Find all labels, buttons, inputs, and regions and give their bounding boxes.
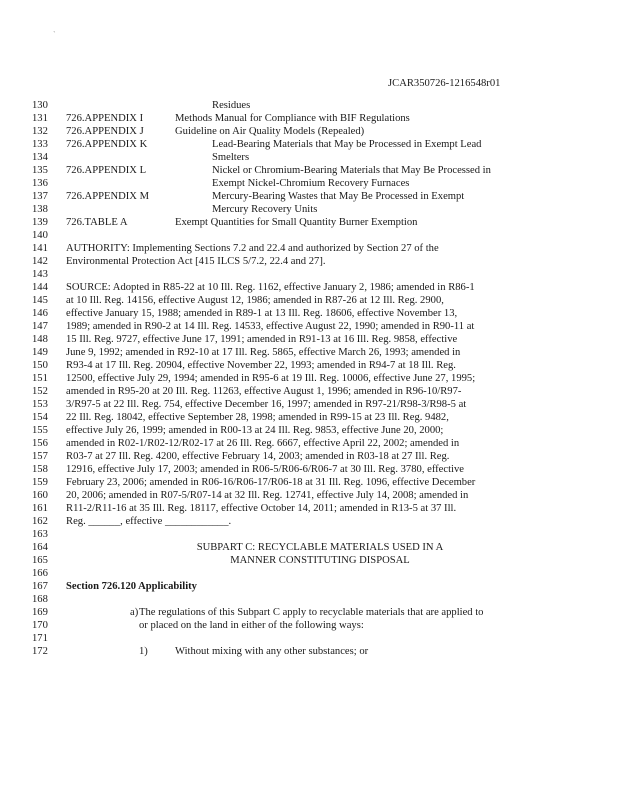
appendix-title: Nickel or Chromium-Bearing Materials that May Be Processed in [212, 165, 491, 176]
line-number: 155 [32, 425, 48, 436]
line-166 [0, 567, 619, 580]
source-text: 22 Ill. Reg. 18042, effective September 28, 1998; amended in R99-15 at 23 Ill. Reg. 9482, [66, 412, 449, 423]
appendix-label: 726.APPENDIX J [66, 126, 144, 137]
line-170 [0, 619, 619, 632]
line-135 [0, 164, 619, 177]
document-id: JCAR350726-1216548r01 [388, 78, 501, 89]
line-number: 138 [32, 204, 48, 215]
appendix-title: Exempt Nickel-Chromium Recovery Furnaces [212, 178, 410, 189]
line-number: 166 [32, 568, 48, 579]
line-number: 137 [32, 191, 48, 202]
line-169 [0, 606, 619, 619]
section-heading: Section 726.120 Applicability [66, 581, 197, 592]
paragraph-text: Without mixing with any other substances; or [175, 646, 369, 657]
line-153 [0, 398, 619, 411]
line-168 [0, 593, 619, 606]
line-161 [0, 502, 619, 515]
line-number: 163 [32, 529, 48, 540]
line-151 [0, 372, 619, 385]
line-146 [0, 307, 619, 320]
line-number: 167 [32, 581, 48, 592]
line-144 [0, 281, 619, 294]
line-130 [0, 99, 619, 112]
line-152 [0, 385, 619, 398]
line-number: 149 [32, 347, 48, 358]
line-150 [0, 359, 619, 372]
source-text: 12500, effective July 29, 1994; amended in R95-6 at 19 Ill. Reg. 10006, effective June 27, 1995; [66, 373, 476, 384]
line-number: 159 [32, 477, 48, 488]
line-number: 146 [32, 308, 48, 319]
line-137 [0, 190, 619, 203]
appendix-label: 726.TABLE A [66, 217, 128, 228]
line-number: 148 [32, 334, 48, 345]
line-number: 172 [32, 646, 48, 657]
line-number: 143 [32, 269, 48, 280]
line-162 [0, 515, 619, 528]
line-157 [0, 450, 619, 463]
line-145 [0, 294, 619, 307]
line-number: 147 [32, 321, 48, 332]
line-149 [0, 346, 619, 359]
line-number: 160 [32, 490, 48, 501]
line-143 [0, 268, 619, 281]
line-167 [0, 580, 619, 593]
line-156 [0, 437, 619, 450]
appendix-title: Guideline on Air Quality Models (Repealed) [175, 126, 365, 137]
line-number: 145 [32, 295, 48, 306]
appendix-title: Mercury-Bearing Wastes that May Be Processed in Exempt [212, 191, 465, 202]
source-text: June 9, 1992; amended in R92-10 at 17 Ill. Reg. 5865, effective March 26, 1993; amended in [66, 347, 461, 358]
line-134 [0, 151, 619, 164]
line-number: 164 [32, 542, 48, 553]
paragraph-label: 1) [139, 646, 148, 657]
appendix-title: Mercury Recovery Units [212, 204, 318, 215]
subsection-label: a) [130, 607, 139, 618]
line-number: 170 [32, 620, 48, 631]
line-number: 131 [32, 113, 48, 124]
line-number: 156 [32, 438, 48, 449]
appendix-label: 726.APPENDIX M [66, 191, 149, 202]
line-133 [0, 138, 619, 151]
line-154 [0, 411, 619, 424]
para-a-text: The regulations of this Subpart C apply to recyclable materials that are applied to [139, 607, 484, 618]
line-number: 168 [32, 594, 48, 605]
line-number: 161 [32, 503, 48, 514]
appendix-title: Smelters [212, 152, 250, 163]
line-142 [0, 255, 619, 268]
line-number: 152 [32, 386, 48, 397]
source-text: effective January 15, 1988; amended in R89-1 at 13 Ill. Reg. 18606, effective November 13, [66, 308, 458, 319]
line-number: 142 [32, 256, 48, 267]
source-text: R93-4 at 17 Ill. Reg. 20904, effective November 22, 1993; amended in R94-7 at 18 Ill. Reg. [66, 360, 456, 371]
line-number: 162 [32, 516, 48, 527]
line-148 [0, 333, 619, 346]
appendix-title: Methods Manual for Compliance with BIF Regulations [175, 113, 410, 124]
line-139 [0, 216, 619, 229]
authority-text: AUTHORITY: Implementing Sections 7.2 and 22.4 and authorized by Section 27 of the [66, 243, 439, 254]
subpart-heading: SUBPART C: RECYCLABLE MATERIALS USED IN A [196, 542, 444, 553]
appendix-label: 726.APPENDIX K [66, 139, 148, 150]
appendix-label: 726.APPENDIX L [66, 165, 147, 176]
line-number: 169 [32, 607, 48, 618]
line-number: 150 [32, 360, 48, 371]
line-number: 140 [32, 230, 48, 241]
line-164 [0, 541, 619, 554]
line-171 [0, 632, 619, 645]
line-172 [0, 645, 619, 658]
line-number: 171 [32, 633, 48, 644]
line-number: 141 [32, 243, 48, 254]
appendix-label: 726.APPENDIX I [66, 113, 144, 124]
source-text: 1989; amended in R90-2 at 14 Ill. Reg. 14533, effective August 22, 1990; amended in R90-11 at [66, 321, 475, 332]
source-text: 12916, effective July 17, 2003; amended in R06-5/R06-6/R06-7 at 30 Ill. Reg. 3780, effective [66, 464, 464, 475]
appendix-title: Exempt Quantities for Small Quantity Burner Exemption [175, 217, 418, 228]
source-text: 20, 2006; amended in R07-5/R07-14 at 32 Ill. Reg. 12741, effective July 14, 2008; amended in [66, 490, 469, 501]
line-136 [0, 177, 619, 190]
source-text: at 10 Ill. Reg. 14156, effective August 12, 1986; amended in R87-26 at 12 Ill. Reg. 2900, [66, 295, 444, 306]
line-number: 165 [32, 555, 48, 566]
line-160 [0, 489, 619, 502]
line-number: 139 [32, 217, 48, 228]
line-155 [0, 424, 619, 437]
source-text: R11-2/R11-16 at 35 Ill. Reg. 18117, effective October 14, 2011; amended in R13-5 at 37 Ill. [66, 503, 457, 514]
line-number: 154 [32, 412, 48, 423]
line-number: 136 [32, 178, 48, 189]
source-text: Reg. ______, effective ____________. [66, 516, 232, 527]
appendix-title: Lead-Bearing Materials that May be Processed in Exempt Lead [212, 139, 482, 150]
line-141 [0, 242, 619, 255]
line-number: 153 [32, 399, 48, 410]
subpart-heading: MANNER CONSTITUTING DISPOSAL [230, 555, 410, 566]
line-138 [0, 203, 619, 216]
line-159 [0, 476, 619, 489]
line-147 [0, 320, 619, 333]
line-number: 151 [32, 373, 48, 384]
line-number: 144 [32, 282, 48, 293]
line-number: 158 [32, 464, 48, 475]
line-140 [0, 229, 619, 242]
para-a-text: or placed on the land in either of the following ways: [139, 620, 364, 631]
line-165 [0, 554, 619, 567]
line-131 [0, 112, 619, 125]
line-number: 157 [32, 451, 48, 462]
authority-text: Environmental Protection Act [415 ILCS 5/7.2, 22.4 and 27]. [66, 256, 326, 267]
line-number: 134 [32, 152, 48, 163]
line-number: 130 [32, 100, 48, 111]
source-text: 3/R97-5 at 22 Ill. Reg. 754, effective December 16, 1997; amended in R97-21/R98-3/R98-5 at [66, 399, 467, 410]
source-text: effective July 26, 1999; amended in R00-13 at 24 Ill. Reg. 9853, effective June 20, 2000; [66, 425, 444, 436]
source-text: February 23, 2006; amended in R06-16/R06-17/R06-18 at 31 Ill. Reg. 1096, effective December [66, 477, 476, 488]
source-text: 15 Ill. Reg. 9727, effective June 17, 1991; amended in R91-13 at 16 Ill. Reg. 9858, effective [66, 334, 458, 345]
appendix-title: Residues [212, 100, 251, 111]
source-text: amended in R95-20 at 20 Ill. Reg. 11263, effective August 1, 1996; amended in R96-10/R97- [66, 386, 462, 397]
source-text: R03-7 at 27 Ill. Reg. 4200, effective February 14, 2003; amended in R03-18 at 27 Ill. Reg. [66, 451, 450, 462]
line-number: 135 [32, 165, 48, 176]
source-text: amended in R02-1/R02-12/R02-17 at 26 Ill. Reg. 6667, effective April 22, 2002; amended in [66, 438, 460, 449]
line-158 [0, 463, 619, 476]
line-132 [0, 125, 619, 138]
source-text: SOURCE: Adopted in R85-22 at 10 Ill. Reg. 1162, effective January 2, 1986; amended in R86-1 [66, 282, 475, 293]
corner-mark: ` [53, 30, 56, 39]
line-number: 132 [32, 126, 48, 137]
line-number: 133 [32, 139, 48, 150]
line-163 [0, 528, 619, 541]
